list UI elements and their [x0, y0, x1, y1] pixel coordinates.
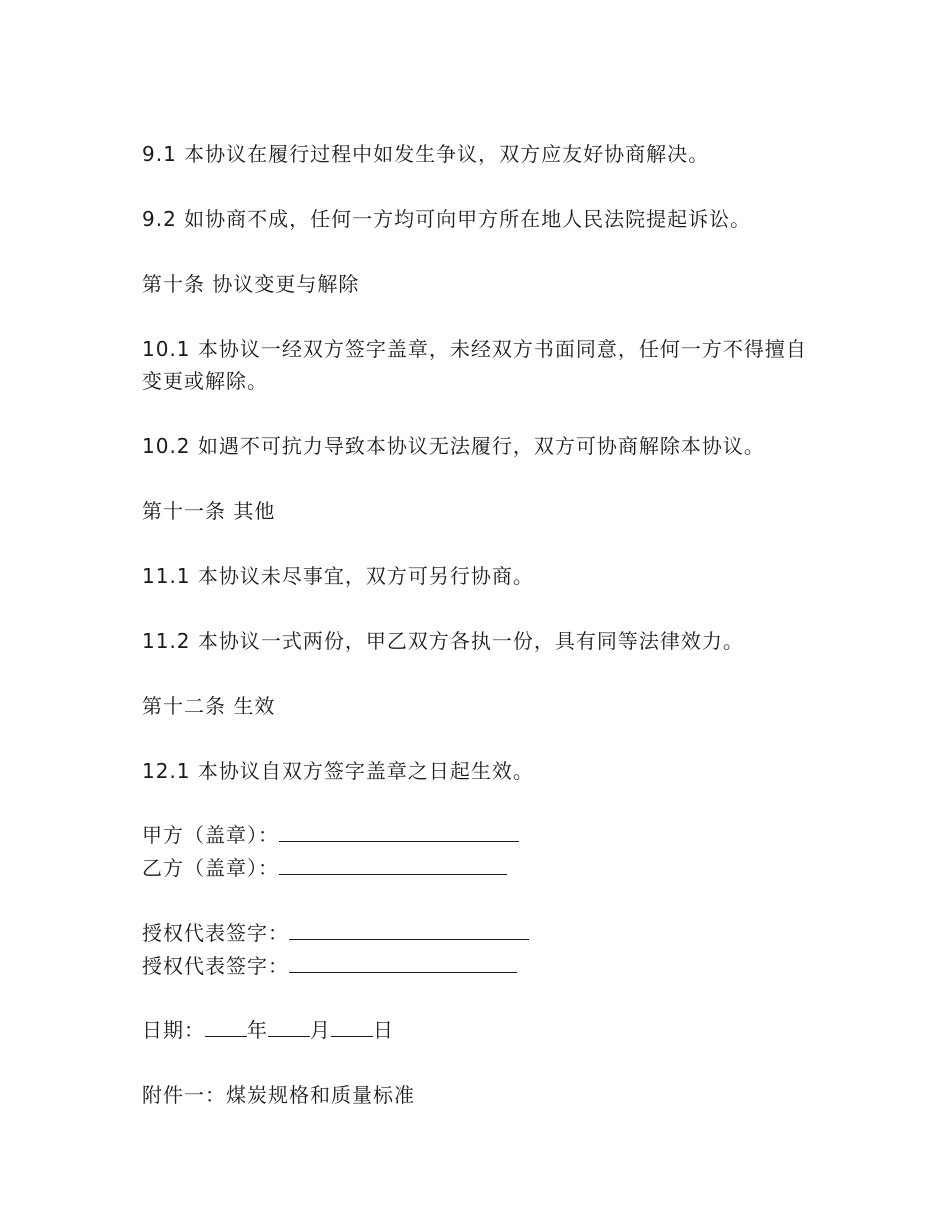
party-b-seal-label: 乙方（盖章）：	[142, 856, 279, 880]
date-row	[142, 1014, 394, 1046]
clause-10-1: 10.1 本协议一经双方签字盖章，未经双方书面同意，任何一方不得擅自变更或解除。	[142, 337, 807, 393]
rep-sign-label-2: 授权代表签字：	[142, 954, 289, 978]
date-day-blank[interactable]	[331, 1014, 373, 1037]
rep-sign-row-2	[142, 950, 517, 982]
rep-sign-blank-2[interactable]	[289, 950, 517, 973]
date-label: 日期：	[142, 1018, 205, 1042]
rep-sign-row-1	[142, 917, 529, 949]
party-a-seal-label: 甲方（盖章）：	[142, 823, 279, 847]
clause-12-1: 12.1 本协议自双方签字盖章之日起生效。	[142, 759, 534, 783]
clause-9-2: 9.2 如协商不成，任何一方均可向甲方所在地人民法院提起诉讼。	[142, 207, 752, 231]
clause-9-1: 9.1 本协议在履行过程中如发生争议，双方应友好协商解决。	[142, 142, 710, 166]
appendix-1: 附件一：煤炭规格和质量标准	[142, 1083, 415, 1107]
party-b-seal-blank[interactable]	[279, 852, 507, 875]
date-month-blank[interactable]	[268, 1014, 310, 1037]
rep-sign-blank-1[interactable]	[289, 917, 529, 940]
date-year-label: 年	[247, 1018, 268, 1042]
article-12-heading: 第十二条 生效	[142, 694, 276, 718]
party-a-seal-row	[142, 819, 519, 851]
clause-11-2: 11.2 本协议一式两份，甲乙双方各执一份，具有同等法律效力。	[142, 629, 744, 653]
party-b-seal-row	[142, 852, 507, 884]
rep-sign-label-1: 授权代表签字：	[142, 921, 289, 945]
date-month-label: 月	[310, 1018, 331, 1042]
article-10-heading: 第十条 协议变更与解除	[142, 272, 360, 296]
party-a-seal-blank[interactable]	[279, 819, 519, 842]
date-year-blank[interactable]	[205, 1014, 247, 1037]
date-day-label: 日	[373, 1018, 394, 1042]
clause-11-1: 11.1 本协议未尽事宜，双方可另行协商。	[142, 564, 534, 588]
clause-10-2: 10.2 如遇不可抗力导致本协议无法履行，双方可协商解除本协议。	[142, 434, 765, 458]
article-11-heading: 第十一条 其他	[142, 499, 276, 523]
